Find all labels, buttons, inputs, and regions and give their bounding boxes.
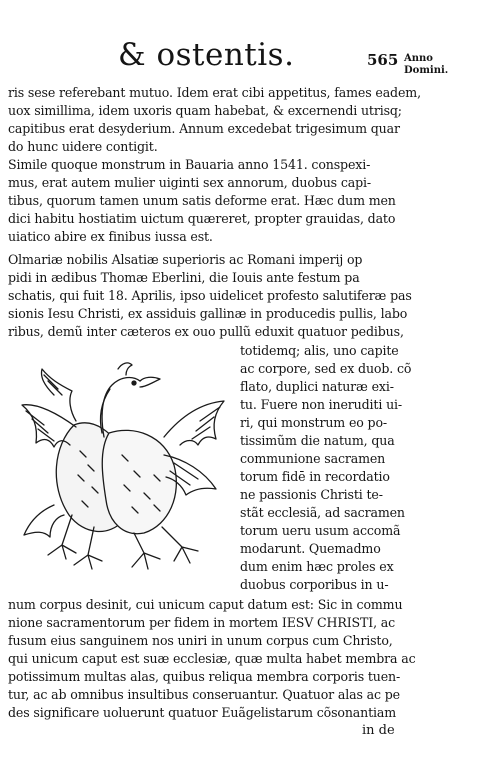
text-line: ris sese referebant mutuo. Idem erat cibi appetitus, fames eadem, xyxy=(8,85,421,100)
running-title: & ostentis. xyxy=(118,37,295,73)
text-line: duobus corporibus in u- xyxy=(240,577,389,592)
text-line: tissimũm die natum, qua xyxy=(240,433,395,448)
text-line: uiatico abire ex finibus iussa est. xyxy=(8,229,213,244)
text-line: torum ueru usum accomã xyxy=(240,523,401,538)
catchword: in de xyxy=(362,723,395,738)
woodcut-illustration xyxy=(14,355,236,580)
text-line: torum fidē in recordatio xyxy=(240,469,390,484)
text-line: totidemq; alis, uno capite xyxy=(240,343,399,358)
text-line: qui unicum caput est suæ ecclesiæ, quæ multa habet membra ac xyxy=(8,651,416,666)
text-line: Simile quoque monstrum in Bauaria anno 1541. conspexi- xyxy=(8,157,371,172)
text-line: ac corpore, sed ex duob. cõ xyxy=(240,361,412,376)
text-line: communione sacramen xyxy=(240,451,386,466)
text-line: schatis, qui fuit 18. Aprilis, ipso uidelicet profesto salutiferæ pas xyxy=(8,288,412,303)
text-line: uox simillima, idem uxoris quam habebat, & excernendi utrisq; xyxy=(8,103,402,118)
text-line: Olmariæ nobilis Alsatiæ superioris ac Romani imperij op xyxy=(8,252,363,267)
text-line: ne passionis Christi te- xyxy=(240,487,383,502)
text-line: tur, ac ab omnibus insultibus conseruantur. Quatuor alas ac pe xyxy=(8,687,400,702)
text-line: nione sacramentorum per fidem in mortem IESV CHRISTI, ac xyxy=(8,615,396,630)
text-line: modarunt. Quemadmo xyxy=(240,541,381,556)
text-line: mus, erat autem mulier uiginti sex annorum, duobus capi- xyxy=(8,175,371,190)
text-line: ribus, demũ inter cæteros ex ouo pullũ eduxit quatuor pedibus, xyxy=(8,324,404,339)
text-line: capitibus erat desyderium. Annum excedebat trigesimum quar xyxy=(8,121,400,136)
page-number: 565 xyxy=(367,51,399,69)
text-line: pidi in ædibus Thomæ Eberlini, die Iouis ante festum pa xyxy=(8,270,360,285)
text-line: ri, qui monstrum eo po- xyxy=(240,415,387,430)
text-line: stãt ecclesiã, ad sacramen xyxy=(240,505,405,520)
text-line: num corpus desinit, cui unicum caput datum est: Sic in commu xyxy=(8,597,403,612)
margin-note-year: Anno Domini. xyxy=(404,53,449,76)
text-line: flato, duplici naturæ exi- xyxy=(240,379,394,394)
text-line: dum enim hæc proles ex xyxy=(240,559,394,574)
text-line: fusum eius sanguinem nos uniri in unum corpus cum Christo, xyxy=(8,633,393,648)
text-line: tu. Fuere non ineruditi ui- xyxy=(240,397,403,412)
text-line: potissimum multas alas, quibus reliqua membra corporis tuen- xyxy=(8,669,401,684)
text-line: do hunc uidere contigit. xyxy=(8,139,158,154)
text-line: dici habitu hostiatim uictum quæreret, propter grauidas, dato xyxy=(8,211,396,226)
text-line: tibus, quorum tamen unum satis deforme erat. Hæc dum men xyxy=(8,193,396,208)
text-line: des significare uoluerunt quatuor Euãgelistarum cõsonantiam xyxy=(8,705,397,720)
text-line: sionis Iesu Christi, ex assiduis gallinæ in producedis pullis, labo xyxy=(8,306,408,321)
